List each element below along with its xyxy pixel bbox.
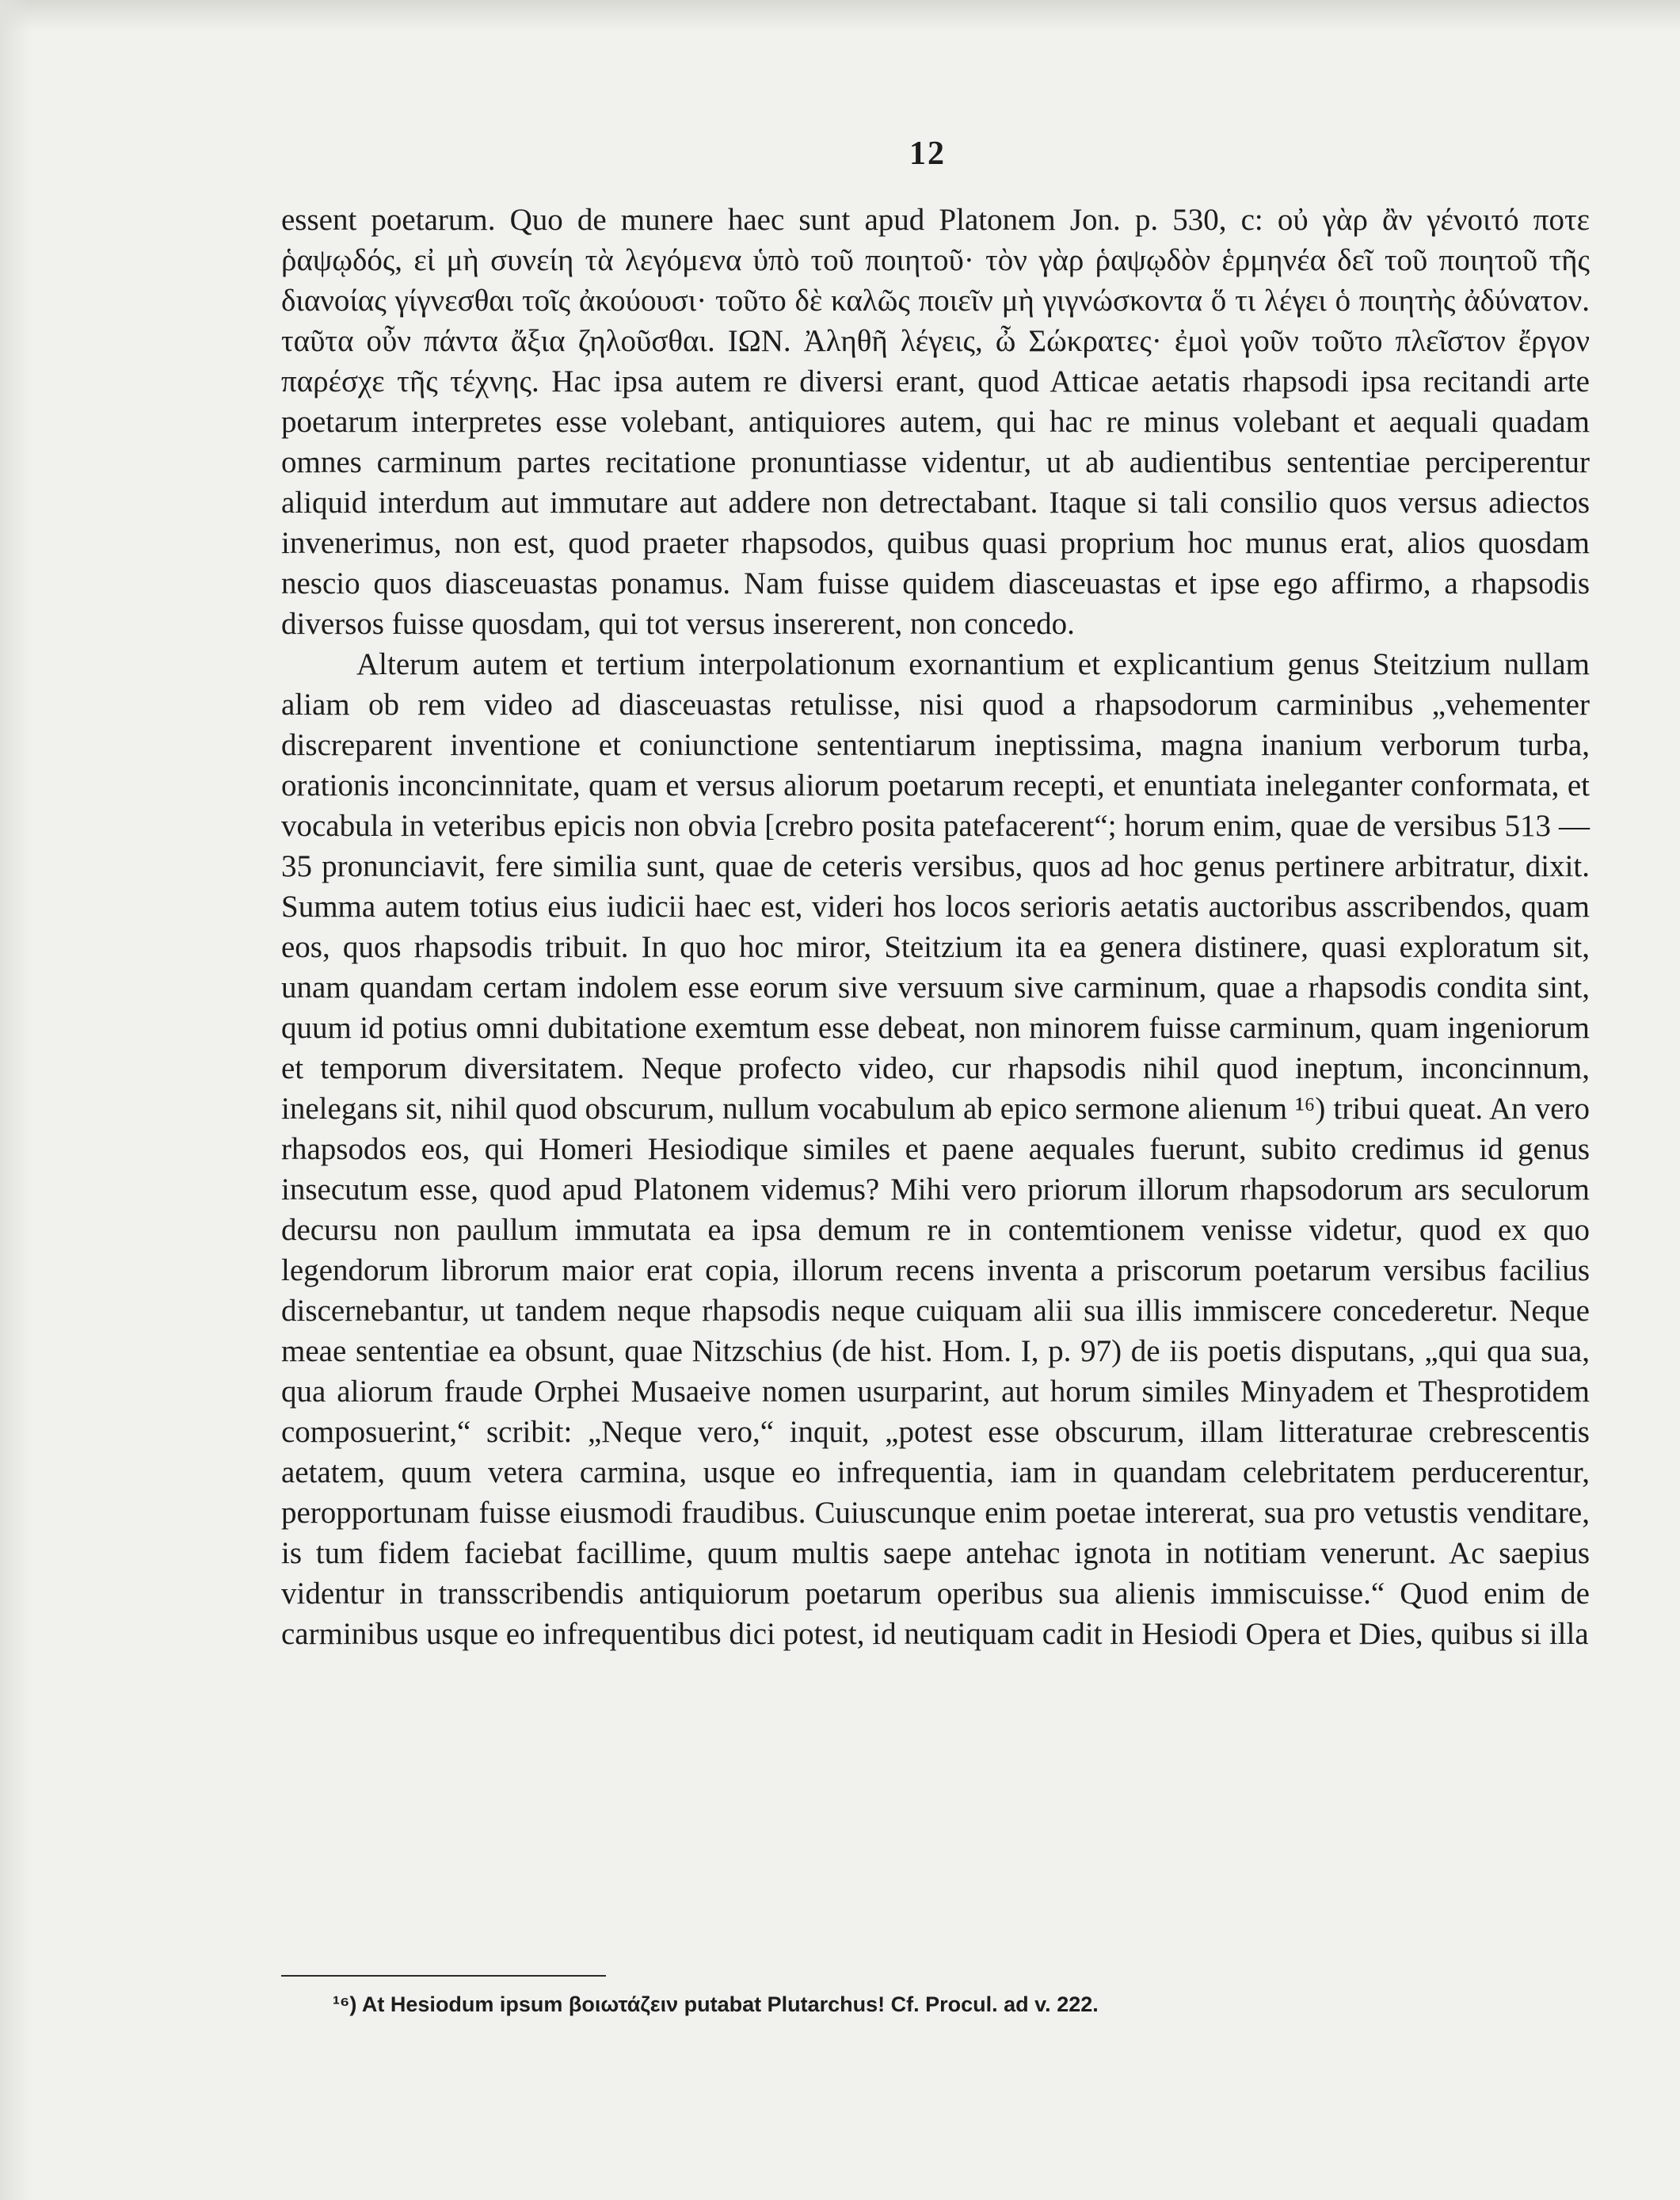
page-number: 12 — [909, 135, 946, 172]
scan-edge-top — [0, 0, 1680, 32]
scan-edge-left — [0, 0, 32, 2200]
footnote: ¹⁶) At Hesiodum ipsum βοιωτάζειν putabat Plutarchus! Cf. Procul. ad v. 222. — [333, 1992, 1099, 2016]
paragraph-continued: essent poetarum. Quo de munere haec sunt apud Platonem Jon. p. 530, c: οὐ γὰρ ἂν γένοιτό ποτε ῥαψῳδός, εἰ μὴ συνείη τὰ λεγόμενα ὑπὸ τοῦ ποιητοῦ· τὸν γὰρ ῥαψῳδὸν ἑρμηνέα δεῖ τοῦ ποιητοῦ τῆς διανοίας γίγνεσθαι τοῖς ἀκούουσι· τοῦτο δὲ καλῶς ποιεῖν μὴ γιγνώσκοντα ὅ τι λέγει ὁ ποιητὴς ἀδύνατον. ταῦτα οὖν πάντα ἄξια ζηλοῦσθαι. ΙΩΝ. Ἀληθῆ λέγεις, ὦ Σώκρατες· ἐμοὶ γοῦν τοῦτο πλεῖστον ἔργον παρέσχε τῆς τέχνης. Hac ipsa autem re diversi erant, quod Atticae aetatis rhapsodi ipsa recitandi arte poetarum interpretes esse volebant, antiquiores autem, qui hac re minus volebant et aequali quadam omnes carminum partes recitatione pronuntiasse videntur, ut ab audientibus sententiae perciperentur aliquid interdum aut immutare aut addere non detrectabant. Itaque si tali consilio quos versus adiectos invenerimus, non est, quod praeter rhapsodos, quibus quasi proprium hoc munus erat, alios quosdam nescio quos diasceuastas ponamus. Nam fuisse quidem diasceuastas et ipse ego affirmo, a rhapsodis diversos fuisse quosdam, qui tot versus insererent, non concedo. — [281, 203, 1590, 641]
paragraph-interpolations: Alterum autem et tertium interpolationum exornantium et explicantium genus Steitzium nullam aliam ob rem video ad diasceuastas retulisse, nisi quod a rhapsodorum carminibus „vehementer discreparent inventione et coniunctione sententiarum ineptissima, magna inanium verborum turba, orationis inconcinnitate, quam et versus aliorum poetarum recepti, et enuntiata ineleganter conformata, et vocabula in veteribus epicis non obvia [crebro posita patefacerent“; horum enim, quae de versibus 513 — 35 pronunciavit, fere similia sunt, quae de ceteris versibus, quos ad hoc genus pertinere arbitratur, dixit. Summa autem totius eius iudicii haec est, videri hos locos serioris aetatis auctoribus asscribendos, quam eos, quos rhapsodis tribuit. In quo hoc miror, Steitzium ita ea genera distinere, quasi exploratum sit, unam quandam certam indolem esse eorum sive versuum sive carminum, quae a rhapsodis condita sint, quum id potius omni dubitatione exemtum esse debeat, non minorem fuisse carminum, quam ingeniorum et temporum diversitatem. Neque profecto video, cur rhapsodis nihil quod ineptum, inconcinnum, inelegans sit, nihil quod obscurum, nullum vocabulum ab epico sermone alienum ¹⁶) tribui queat. An vero rhapsodos eos, qui Homeri Hesiodique similes et paene aequales fuerunt, subito credimus id genus insecutum esse, quod apud Platonem videmus? Mihi vero priorum illorum rhapsodorum ars seculorum decursu non paullum immutata ea ipsa demum re in contemtionem venisse videtur, quod ex quo legendorum librorum maior erat copia, illorum recens inventa a priscorum poetarum versibus facilius discernebantur, ut tandem neque rhapsodis neque cuiquam alii sua illis immiscere concederetur. Neque meae sententiae ea obsunt, quae Nitzschius (de hist. Hom. I, p. 97) de iis poetis disputans, „qui qua sua, qua aliorum fraude Orphei Musaeive nomen usurparint, aut horum similes Minyadem et Thesprotidem composuerint,“ scribit: „Neque vero,“ inquit, „potest esse obscurum, illam litteraturae crebrescentis aetatem, quum vetera carmina, usque eo infrequentia, iam in quandam celebritatem perducerentur, peropportunam fuisse eiusmodi fraudibus. Cuiuscunque enim poetae intererat, sua pro vetustis venditare, is tum fidem faciebat facillime, quum multis saepe antehac ignota in notitiam venerunt. Ac saepius videntur in transscribendis antiquiorum poetarum operibus sua alienis immiscuisse.“ Quod enim de carminibus usque eo infrequentibus dici potest, id neutiquam cadit in Hesiodi Opera et Dies, quibus si illa — [281, 647, 1590, 1651]
footnote-divider — [281, 1975, 606, 1977]
body-text — [281, 200, 1590, 1654]
